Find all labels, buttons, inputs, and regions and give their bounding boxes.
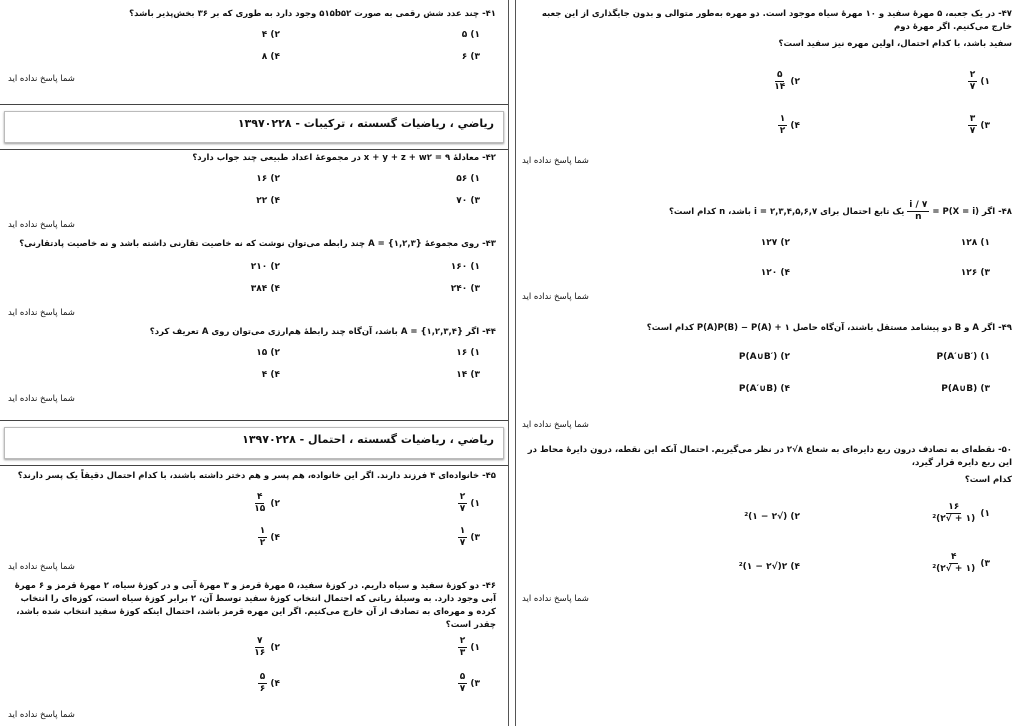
question-46-text: ۴۶- دو کوزهٔ سفید و سیاه داریم. در کوزهٔ سفید، ۵ مهرهٔ قرمز و ۳ مهرهٔ آبی و در کوزهٔ سیاه، ۲ مهرهٔ قرمز و ۶ مهرهٔ آبی وجود دارد. به وسیلهٔ ریاتی که احتمال انتخاب کوزهٔ سفید توسط آن، ۲ برابر کوزهٔ سیاه است، کوزه‌ای را انتخاب کرده و مهره‌ای به تصادف از آن خارج می‌کنیم. اگر این مهره قرمز باشد، احتمال اینکه کوزهٔ سفید انتخاب شده باشد، چقدر است؟ — [14, 581, 496, 630]
binomial-n: ۷ — [921, 200, 928, 210]
q48-no-answer: شما پاسخ نداده اید — [522, 292, 589, 302]
question-48-text — [522, 200, 1012, 223]
numerator: ۱۶ — [948, 502, 960, 512]
option-number: ۲) — [270, 643, 280, 653]
option-number: ۳) — [470, 679, 480, 689]
binomial-fraction — [907, 200, 929, 223]
denominator: (۱ + √۲)² — [932, 514, 976, 524]
numerator: ۲ — [459, 492, 466, 502]
numerator: ۲ — [969, 70, 976, 80]
denominator: ۱۴ — [774, 82, 786, 92]
question-44-text: ۴۴- اگر {۱,۲,۳,۴} = A باشد، آن‌گاه چند رابطهٔ هم‌ارزی می‌توان روی A تعریف کرد؟ — [149, 327, 496, 337]
section-title: ریاضي ، ریاضیات گسسته ، ترکیبات - ۱۳۹۷۰۲۲۸ — [237, 117, 494, 130]
option-value: (√۲ − ۱)² — [744, 512, 788, 522]
denominator: ۳ — [459, 648, 466, 658]
option-number: ۲) — [790, 512, 800, 522]
numerator: ۵ — [459, 672, 466, 682]
q48-option-3[interactable]: ۳) ۱۲۶ — [960, 268, 990, 278]
q44-option-3[interactable]: ۳) ۱۴ — [456, 370, 480, 380]
fraction — [930, 502, 977, 525]
q44-option-4[interactable]: ۴) ۴ — [261, 370, 280, 380]
question-47-text-line2: سفید باشد، با کدام احتمال، اولین مهره نیز سفید است؟ — [778, 39, 1012, 49]
question-49-text: ۴۹- اگر A و B دو پیشامد مستقل باشند، آن‌گاه حاصل P(A)P(B) − P(A) + ۱ کدام است؟ — [646, 323, 1012, 333]
q41-option-4[interactable]: ۴) ۸ — [261, 52, 280, 62]
q44-no-answer: شما پاسخ نداده اید — [8, 394, 75, 404]
q48-option-1[interactable]: ۱) ۱۲۸ — [960, 238, 990, 248]
numerator: ۱ — [779, 114, 786, 124]
denominator: ۲ — [259, 538, 266, 548]
numerator: ۵ — [776, 70, 783, 80]
q49-option-1[interactable]: ۱) P(A′∪B′) — [936, 352, 990, 362]
numerator: ۱ — [459, 526, 466, 536]
q48-formula: P(X = i) = — [932, 207, 979, 217]
section-header-probability — [0, 420, 508, 466]
right-column — [514, 0, 1024, 726]
denominator: ۷ — [969, 82, 976, 92]
q50-option-1[interactable] — [930, 502, 990, 525]
denominator: ۱۵ — [254, 504, 266, 514]
q50-no-answer: شما پاسخ نداده اید — [522, 594, 589, 604]
q45-no-answer: شما پاسخ نداده اید — [8, 562, 75, 572]
q42-option-1[interactable]: ۱) ۵۶ — [456, 174, 480, 184]
q46-option-1[interactable] — [458, 636, 480, 659]
q47-option-3[interactable] — [968, 114, 990, 137]
fraction — [458, 526, 468, 549]
fraction — [772, 70, 787, 93]
option-number: ۳) — [980, 559, 990, 569]
q50-option-4[interactable] — [739, 562, 800, 572]
q49-option-4[interactable]: ۴) P(A′∪B) — [738, 384, 790, 394]
q43-option-3[interactable]: ۳) ۲۴۰ — [450, 284, 480, 294]
option-number: ۴) — [270, 679, 280, 689]
option-number: ۱) — [980, 509, 990, 519]
numerator: ۳ — [969, 114, 976, 124]
option-number: ۱) — [980, 77, 990, 87]
question-45-text: ۴۵- خانواده‌ای ۴ فرزند دارند. اگر این خانواده، هم پسر و هم دختر داشته باشند، با کدام احتمال دقیقاً یک پسر دارند؟ — [17, 471, 496, 481]
q48-suffix: یک تابع احتمال برای ۲,۳,۴,۵,۶,۷ = i باشد، n کدام است؟ — [668, 207, 905, 217]
q45-option-4[interactable] — [258, 526, 280, 549]
option-number: ۳) — [470, 533, 480, 543]
denominator: ۷ — [459, 504, 466, 514]
option-number: ۳) — [980, 121, 990, 131]
numerator: ۵ — [259, 672, 266, 682]
q42-no-answer: شما پاسخ نداده اید — [8, 220, 75, 230]
q50-option-3[interactable] — [930, 552, 990, 575]
option-number: ۴) — [270, 533, 280, 543]
q41-option-2[interactable]: ۲) ۴ — [261, 30, 280, 40]
fraction — [968, 70, 978, 93]
q47-option-4[interactable] — [778, 114, 800, 137]
denominator: ۲ — [779, 126, 786, 136]
fraction — [458, 636, 468, 659]
q41-option-1[interactable]: ۱) ۵ — [461, 30, 480, 40]
fraction — [252, 492, 267, 515]
fraction — [252, 636, 267, 659]
q41-no-answer: شما پاسخ نداده اید — [8, 74, 75, 84]
q42-option-4[interactable]: ۴) ۲۲ — [256, 196, 280, 206]
numerator: ۷ — [256, 636, 263, 646]
q46-option-2[interactable] — [252, 636, 280, 659]
denominator: ۷ — [459, 538, 466, 548]
q49-option-2[interactable]: ۲) P(A∪B′) — [738, 352, 790, 362]
q45-option-1[interactable] — [458, 492, 480, 515]
binomial-top: ۷ / i — [909, 200, 928, 210]
denominator: ۷ — [969, 126, 976, 136]
question-43-text: ۴۳- روی مجموعهٔ {۱,۲,۳} = A چند رابطه می‌توان نوشت که نه خاصیت تقارنی داشته باشد و نه خاصیت پادتقارنی؟ — [19, 239, 496, 249]
q45-option-2[interactable] — [252, 492, 280, 515]
fraction — [930, 552, 977, 575]
denominator: ۶ — [259, 684, 266, 694]
q43-no-answer: شما پاسخ نداده اید — [8, 308, 75, 318]
q47-no-answer: شما پاسخ نداده اید — [522, 156, 589, 166]
option-number: ۴) — [790, 562, 800, 572]
numerator: ۱ — [259, 526, 266, 536]
denominator: ۷ — [459, 684, 466, 694]
fraction — [258, 672, 268, 695]
fraction — [778, 114, 788, 137]
numerator: ۴ — [950, 552, 957, 562]
q48-option-4[interactable]: ۴) ۱۲۰ — [760, 268, 790, 278]
q46-option-3[interactable] — [458, 672, 480, 695]
option-number: ۱) — [470, 499, 480, 509]
option-value: ۲(√۲ − ۱)² — [738, 562, 788, 572]
section-header-combinatorics — [0, 104, 508, 150]
numerator: ۲ — [459, 636, 466, 646]
q49-option-3[interactable]: ۳) P(A∪B) — [941, 384, 990, 394]
option-number: ۴) — [790, 121, 800, 131]
q46-no-answer: شما پاسخ نداده اید — [8, 710, 75, 720]
q42-option-2[interactable]: ۲) ۱۶ — [256, 174, 280, 184]
q50-option-2[interactable] — [744, 512, 800, 522]
denominator: ۱۶ — [254, 648, 266, 658]
numerator: ۴ — [256, 492, 263, 502]
q43-option-2[interactable]: ۲) ۲۱۰ — [250, 262, 280, 272]
denominator: n — [915, 212, 922, 222]
binomial-k: i — [909, 200, 913, 210]
fraction — [458, 672, 468, 695]
q43-option-4[interactable]: ۴) ۳۸۴ — [250, 284, 280, 294]
q44-option-1[interactable]: ۱) ۱۶ — [456, 348, 480, 358]
q46-option-4[interactable] — [258, 672, 280, 695]
q44-option-2[interactable]: ۲) ۱۵ — [256, 348, 280, 358]
fraction — [968, 114, 978, 137]
q49-no-answer: شما پاسخ نداده اید — [522, 420, 589, 430]
question-42-text: ۴۲- معادلهٔ ۹ = x + y + z + w۲ در مجموعهٔ اعداد طبیعی چند جواب دارد؟ — [192, 153, 496, 163]
q42-option-3[interactable]: ۳) ۷۰ — [456, 196, 480, 206]
denominator: (۱ + √۲)² — [932, 564, 976, 574]
q47-option-2[interactable] — [772, 70, 800, 93]
question-50-text: ۵۰- نقطه‌ای به تصادف درون ربع دایره‌ای به شعاع ۸√۲ در نظر می‌گیریم. احتمال آنکه این نقطه، درون دایرهٔ محاط در این ربع دایره قرار گیرد، — [527, 445, 1012, 468]
option-number: ۱) — [470, 643, 480, 653]
q43-option-1[interactable]: ۱) ۱۶۰ — [450, 262, 480, 272]
q47-option-1[interactable] — [968, 70, 990, 93]
fraction — [458, 492, 468, 515]
question-41-text: ۴۱- چند عدد شش رقمی به صورت ۵۱۵b۵۲ وجود دارد به طوری که بر ۳۶ بخش‌پذیر باشد؟ — [129, 9, 496, 19]
option-number: ۲) — [790, 77, 800, 87]
q48-option-2[interactable]: ۲) ۱۲۷ — [760, 238, 790, 248]
question-50-text-line2: کدام است؟ — [964, 475, 1012, 485]
q48-prefix: ۴۸- اگر — [981, 207, 1012, 217]
fraction — [258, 526, 268, 549]
section-title: ریاضي ، ریاضیات گسسته ، احتمال - ۱۳۹۷۰۲۲۸ — [242, 433, 494, 446]
question-47-text: ۴۷- در یک جعبه، ۵ مهرهٔ سفید و ۱۰ مهرهٔ سیاه موجود است. دو مهره به‌طور متوالی و بدون جایگذاری از این جعبه خارج می‌کنیم. اگر مهرهٔ دوم — [541, 9, 1012, 32]
left-column — [0, 0, 508, 726]
q41-option-3[interactable]: ۳) ۶ — [461, 52, 480, 62]
option-number: ۲) — [270, 499, 280, 509]
q45-option-3[interactable] — [458, 526, 480, 549]
